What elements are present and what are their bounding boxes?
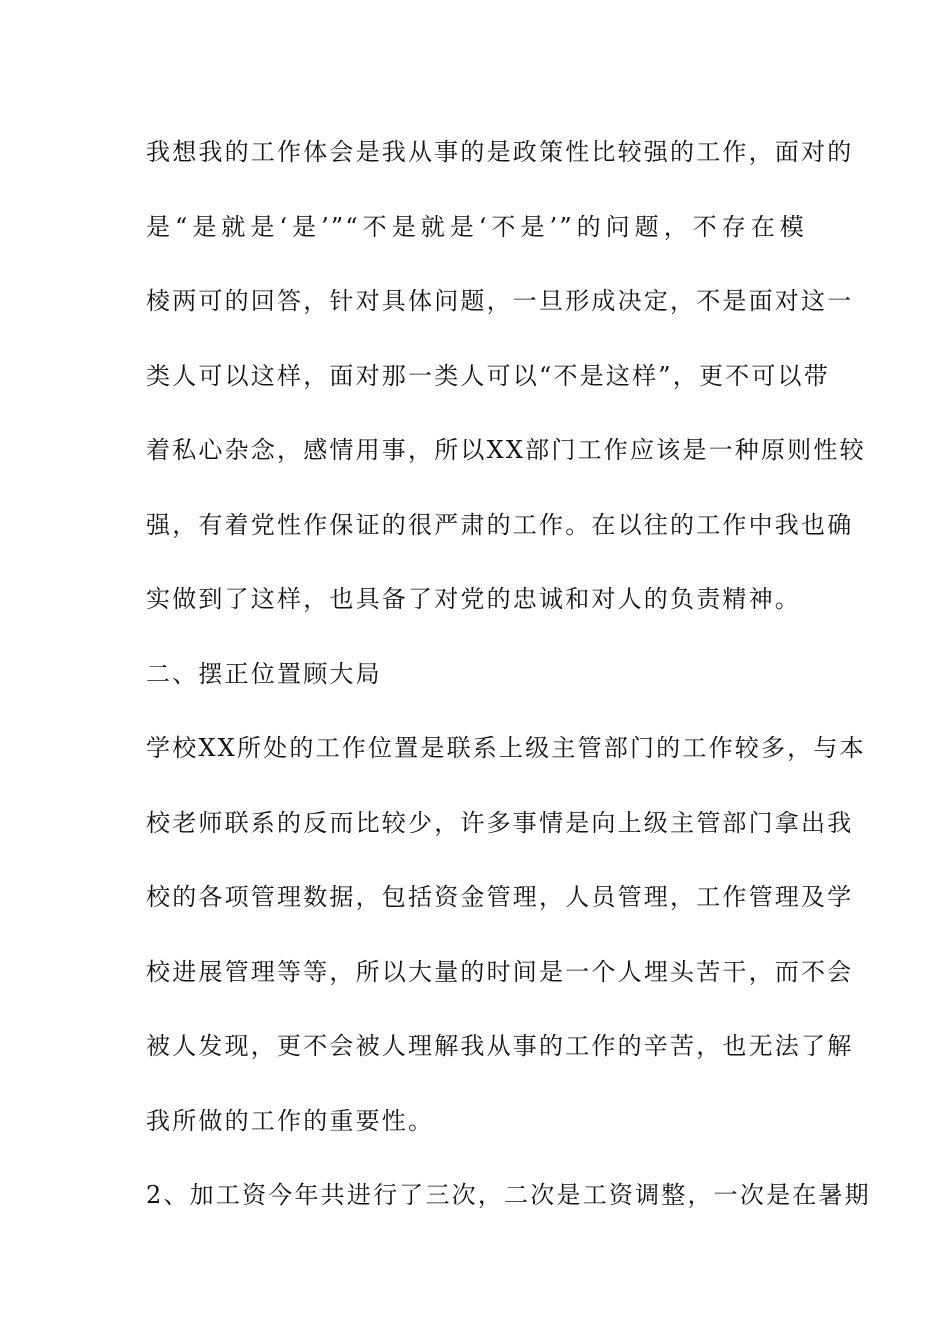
text-line: 我想我的工作体会是我从事的是政策性比较强的工作，面对的 [146, 138, 854, 166]
text-line: 校的各项管理数据，包括资金管理，人员管理，工作管理及学 [146, 883, 854, 911]
text-line: 强，有着党性作保证的很严肃的工作。在以往的工作中我也确 [146, 510, 854, 539]
section-heading: 二、摆正位置顾大局 [146, 659, 382, 688]
text-line: 是“是就是‘是’”“不是就是‘不是’”的问题，不存在模 [146, 212, 806, 241]
text-line: 棱两可的回答，针对具体问题，一旦形成决定，不是面对这一 [146, 287, 854, 315]
text-line: 校老师联系的反而比较少，许多事情是向上级主管部门拿出我 [146, 808, 854, 837]
text-line: 实做到了这样，也具备了对党的忠诚和对人的负责精神。 [146, 585, 801, 613]
text-line: 被人发现，更不会被人理解我从事的工作的辛苦，也无法了解 [146, 1032, 854, 1060]
text-line: 着私心杂念，感情用事，所以XX部门工作应该是一种原则性较 [146, 436, 866, 464]
text-line: 2、加工资今年共进行了三次，二次是工资调整，一次是在暑期 [146, 1181, 871, 1209]
text-line: 类人可以这样，面对那一类人可以“不是这样”，更不可以带 [146, 361, 830, 390]
text-line: 校进展管理等等，所以大量的时间是一个人埋头苦干，而不会 [146, 957, 854, 986]
document-body [146, 130, 871, 1248]
text-line: 我所做的工作的重要性。 [146, 1106, 435, 1135]
text-line: 学校XX所处的工作位置是联系上级主管部门的工作较多，与本 [146, 734, 866, 762]
